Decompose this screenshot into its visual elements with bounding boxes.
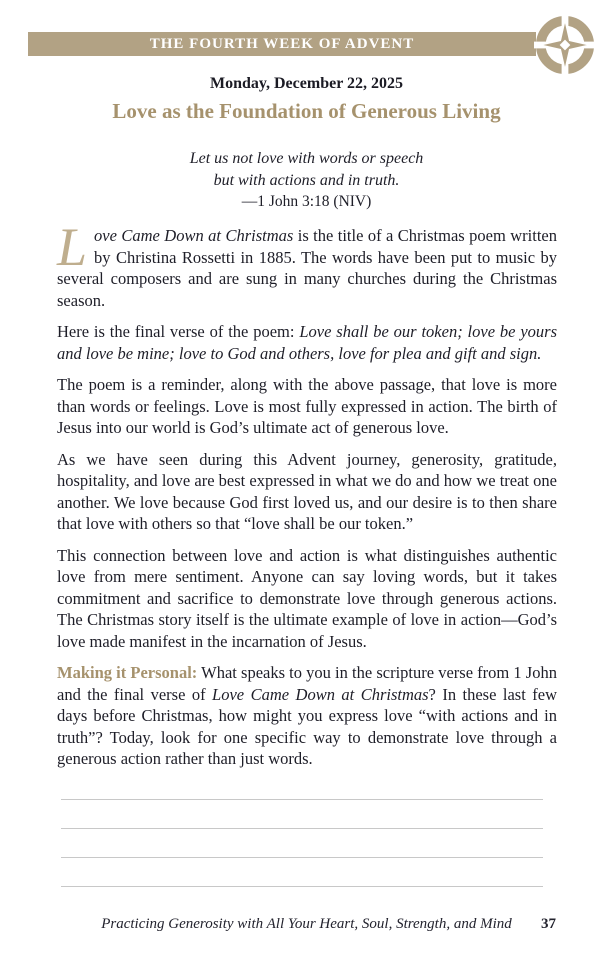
scripture-line: Let us not love with words or speech [189, 150, 424, 167]
compass-rose-icon [534, 14, 596, 76]
journal-line [61, 858, 543, 887]
paragraph-1 [57, 217, 557, 311]
making-it-personal-text-2: ? In these last few days before Christmas, how might you express love “with actions and in truth”? Today, look for one specific way to demonstrate love through a generous action rather than just words. [57, 684, 557, 769]
entry-date: Monday, December 22, 2025 [209, 75, 403, 92]
scripture-quote [0, 148, 613, 213]
making-it-personal-text-1: What speaks to you in the scripture verse from 1 John and the final verse of [57, 663, 557, 704]
journal-line [61, 800, 543, 829]
paragraph-4: As we have seen during this Advent journey, generosity, gratitude, hospitality, and love are best expressed in what we do and how we treat one another. We love because God first loved us, and our desire is to then share that love with others so that “love shall be our token.” [57, 449, 557, 534]
scripture-reference: —1 John 3:18 (NIV) [241, 193, 372, 211]
poem-verse-italic: Love shall be our token; love be yours and love be mine; love to God and others, love for plea and gift and sign. [57, 322, 557, 363]
entry-title: Love as the Foundation of Generous Living [112, 99, 501, 123]
paragraph-1-text: is the title of a Christmas poem written by Christina Rossetti in 1885. The words have been put to music by several composers and are sung in many churches during the Christmas season. [57, 226, 557, 310]
page-number: 37 [541, 915, 556, 932]
drop-cap: L [57, 217, 88, 278]
week-banner [28, 32, 536, 56]
poem-title-italic: ove Came Down at Christmas [94, 226, 294, 246]
scripture-line: but with actions and in truth. [213, 171, 400, 189]
journal-line [61, 829, 543, 858]
journal-line [61, 771, 543, 800]
running-title: Practicing Generosity with All Your Heart, Soul, Strength, and Mind [101, 915, 512, 932]
week-banner-title: THE FOURTH WEEK OF ADVENT [149, 35, 415, 52]
page-footer [0, 914, 613, 934]
making-it-personal-label: Making it Personal: [57, 663, 198, 683]
page-header [0, 0, 613, 80]
paragraph-2-lead: Here is the final verse of the poem: [57, 322, 300, 342]
paragraph-5: This connection between love and action is what distinguishes authentic love from mere sentiment. Anyone can say loving words, but it takes commitment and sacrifice to demonstrate love through generous actions. The Christmas story itself is the ultimate example of love in action—God’s love made manifest in the incarnation of Jesus. [57, 545, 557, 651]
making-it-personal [57, 662, 557, 770]
poem-title-italic: Love Came Down at Christmas [212, 684, 429, 704]
devotional-body [57, 217, 557, 770]
paragraph-3: The poem is a reminder, along with the above passage, that love is more than words or feelings. Love is most fully expressed in action. The birth of Jesus into our world is God’s ultimate act of generous love. [57, 375, 557, 438]
journal-lines [61, 771, 543, 887]
paragraph-2 [57, 321, 557, 364]
